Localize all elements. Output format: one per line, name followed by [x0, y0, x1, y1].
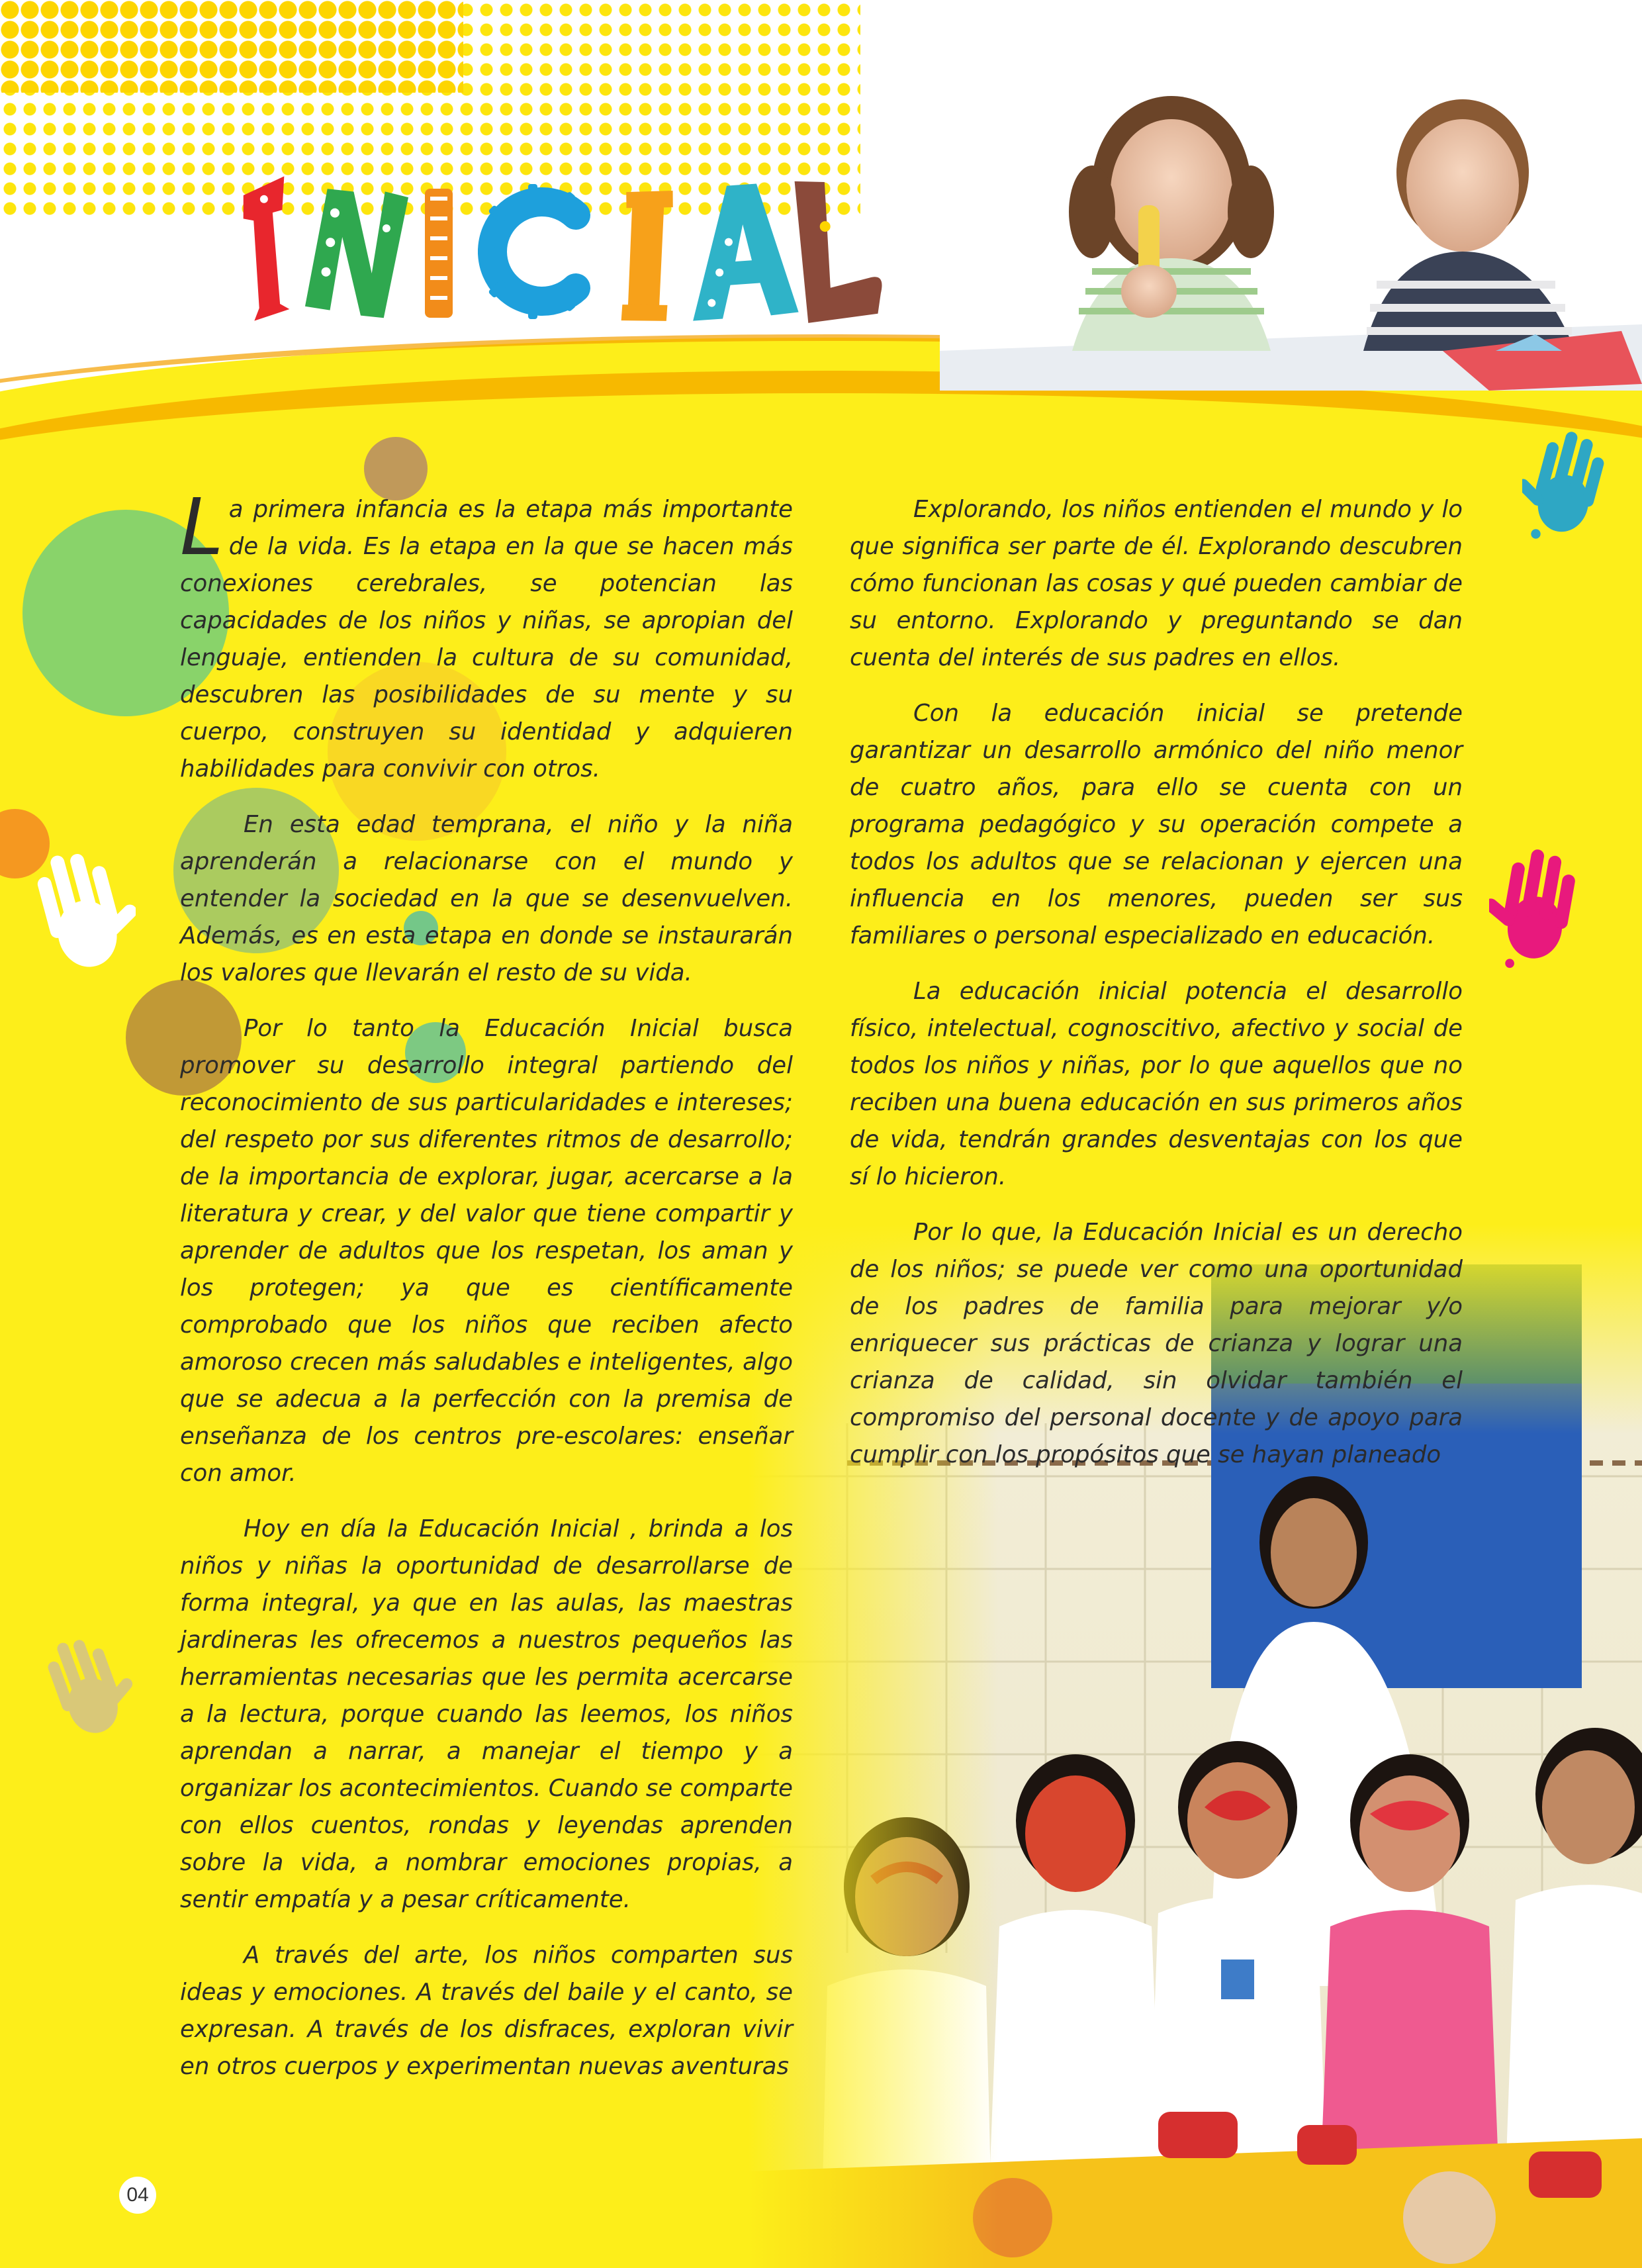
- drop-cap: L: [180, 481, 224, 573]
- handprint-pink-icon: [1489, 841, 1588, 970]
- halftone-decoration-dense: [0, 0, 463, 93]
- title-letter-a: [684, 181, 799, 321]
- article-left-column: [180, 481, 793, 2104]
- article-paragraph: [180, 481, 793, 788]
- paragraph-text: a primera infancia es la etapa más importante de la vida. Es la etapa en la que se hacen más conexiones cerebrales, se potencian las capacidades de los niños y niñas, se apropian del lenguaje, entienden la cultura de su comunidad, descubren las posibilidades de su mente y su cuerpo, construyen su identidad y adquieren habilidades para convivir con otros.: [180, 496, 793, 782]
- handprint-teal-icon: [1522, 424, 1615, 543]
- page-title-letters: [232, 152, 887, 344]
- kids-crafting-photo: [940, 40, 1642, 391]
- title-letter-i3: [617, 187, 676, 324]
- title-letter-n: [304, 185, 408, 319]
- article-right-column: [850, 491, 1463, 1492]
- article-paragraph: Con la educación inicial se pretende garantizar un desarrollo armónico del niño menor de cuatro años, para ello se cuenta con un programa pedagógico y su operación compete a todos los adultos que se relacionan y ejercen una influencia en los menores, pueden ser sus familiares o personal especializado en educación.: [850, 700, 1463, 949]
- page-number: 04: [119, 2177, 156, 2214]
- article-paragraph: En esta edad temprana, el niño y la niña aprenderán a relacionarse con el mundo y entender la sociedad en la que se desenvuelven. Además, es en esta etapa en donde se instaurarán los valores que llevarán el resto de su vida.: [180, 811, 793, 986]
- article-paragraph: Por lo que, la Educación Inicial es un derecho de los niños; se puede ver como una oportunidad de los padres de familia para mejorar y/o enriquecer sus prácticas de crianza y lograr una crianza de calidad, sin olvidar también el compromiso del personal docente y de apoyo para cumplir con los propósitos que se hayan planeado: [850, 1219, 1463, 1468]
- handprint-white-icon: [26, 841, 136, 980]
- article-paragraph: Hoy en día la Educación Inicial , brinda a los niños y niñas la oportunidad de desarrollarse de forma integral, ya que en las aulas, las maestras jardineras les ofrecemos a nuestros pequeños las herramientas necesarias que les permita acercarse a la lectura, porque cuando las leemos, los niños aprendan a narrar, a manejar el tiempo y a organizar los acontecimientos. Cuando se comparte con ellos cuentos, rondas y leyendas aprenden sobre la vida, a nombrar emociones propias, a sentir empatía y a pesar críticamente.: [180, 1515, 793, 1913]
- article-paragraph: Explorando, los niños entienden el mundo y lo que significa ser parte de él. Explorando descubren cómo funcionan las cosas y qué pueden cambiar de su entorno. Explorando y preguntando se dan cuenta del interés de sus padres en ellos.: [850, 496, 1463, 671]
- title-letter-c: [478, 184, 576, 319]
- title-letter-i1: [235, 176, 303, 320]
- article-paragraph: La educación inicial potencia el desarrollo físico, intelectual, cognoscitivo, afectivo y social de todos los niños y niñas, por lo que aquellos que no reciben una buena educación en sus primeros años de vida, tendrán grandes desventajas con los que sí lo hicieron.: [850, 978, 1463, 1190]
- handprint-beige-icon: [36, 1629, 136, 1744]
- title-letter-l: [795, 175, 885, 323]
- article-paragraph: A través del arte, los niños comparten sus ideas y emociones. A través del baile y el canto, se expresan. A través de los disfraces, exploran vivir en otros cuerpos y experimentan nuevas aventuras: [180, 1942, 793, 2080]
- title-letter-i2: [425, 189, 453, 318]
- article-paragraph: Por lo tanto la Educación Inicial busca promover su desarrollo integral partiendo del reconocimiento de sus particularidades e intereses; del respeto por sus diferentes ritmos de desarrollo; de la importancia de explorar, jugar, acercarse a la literatura y crear, y del valor que tiene compartir y aprender de adultos que los respetan, los aman y los protegen; ya que es científicamente comprobado que los niños que reciben afecto amoroso crecen más saludables e inteligentes, algo que se adecua a la perfección con la premisa de enseñanza de los centros pre-escolares: enseñar con amor.: [180, 1015, 793, 1487]
- page-title: [232, 152, 887, 344]
